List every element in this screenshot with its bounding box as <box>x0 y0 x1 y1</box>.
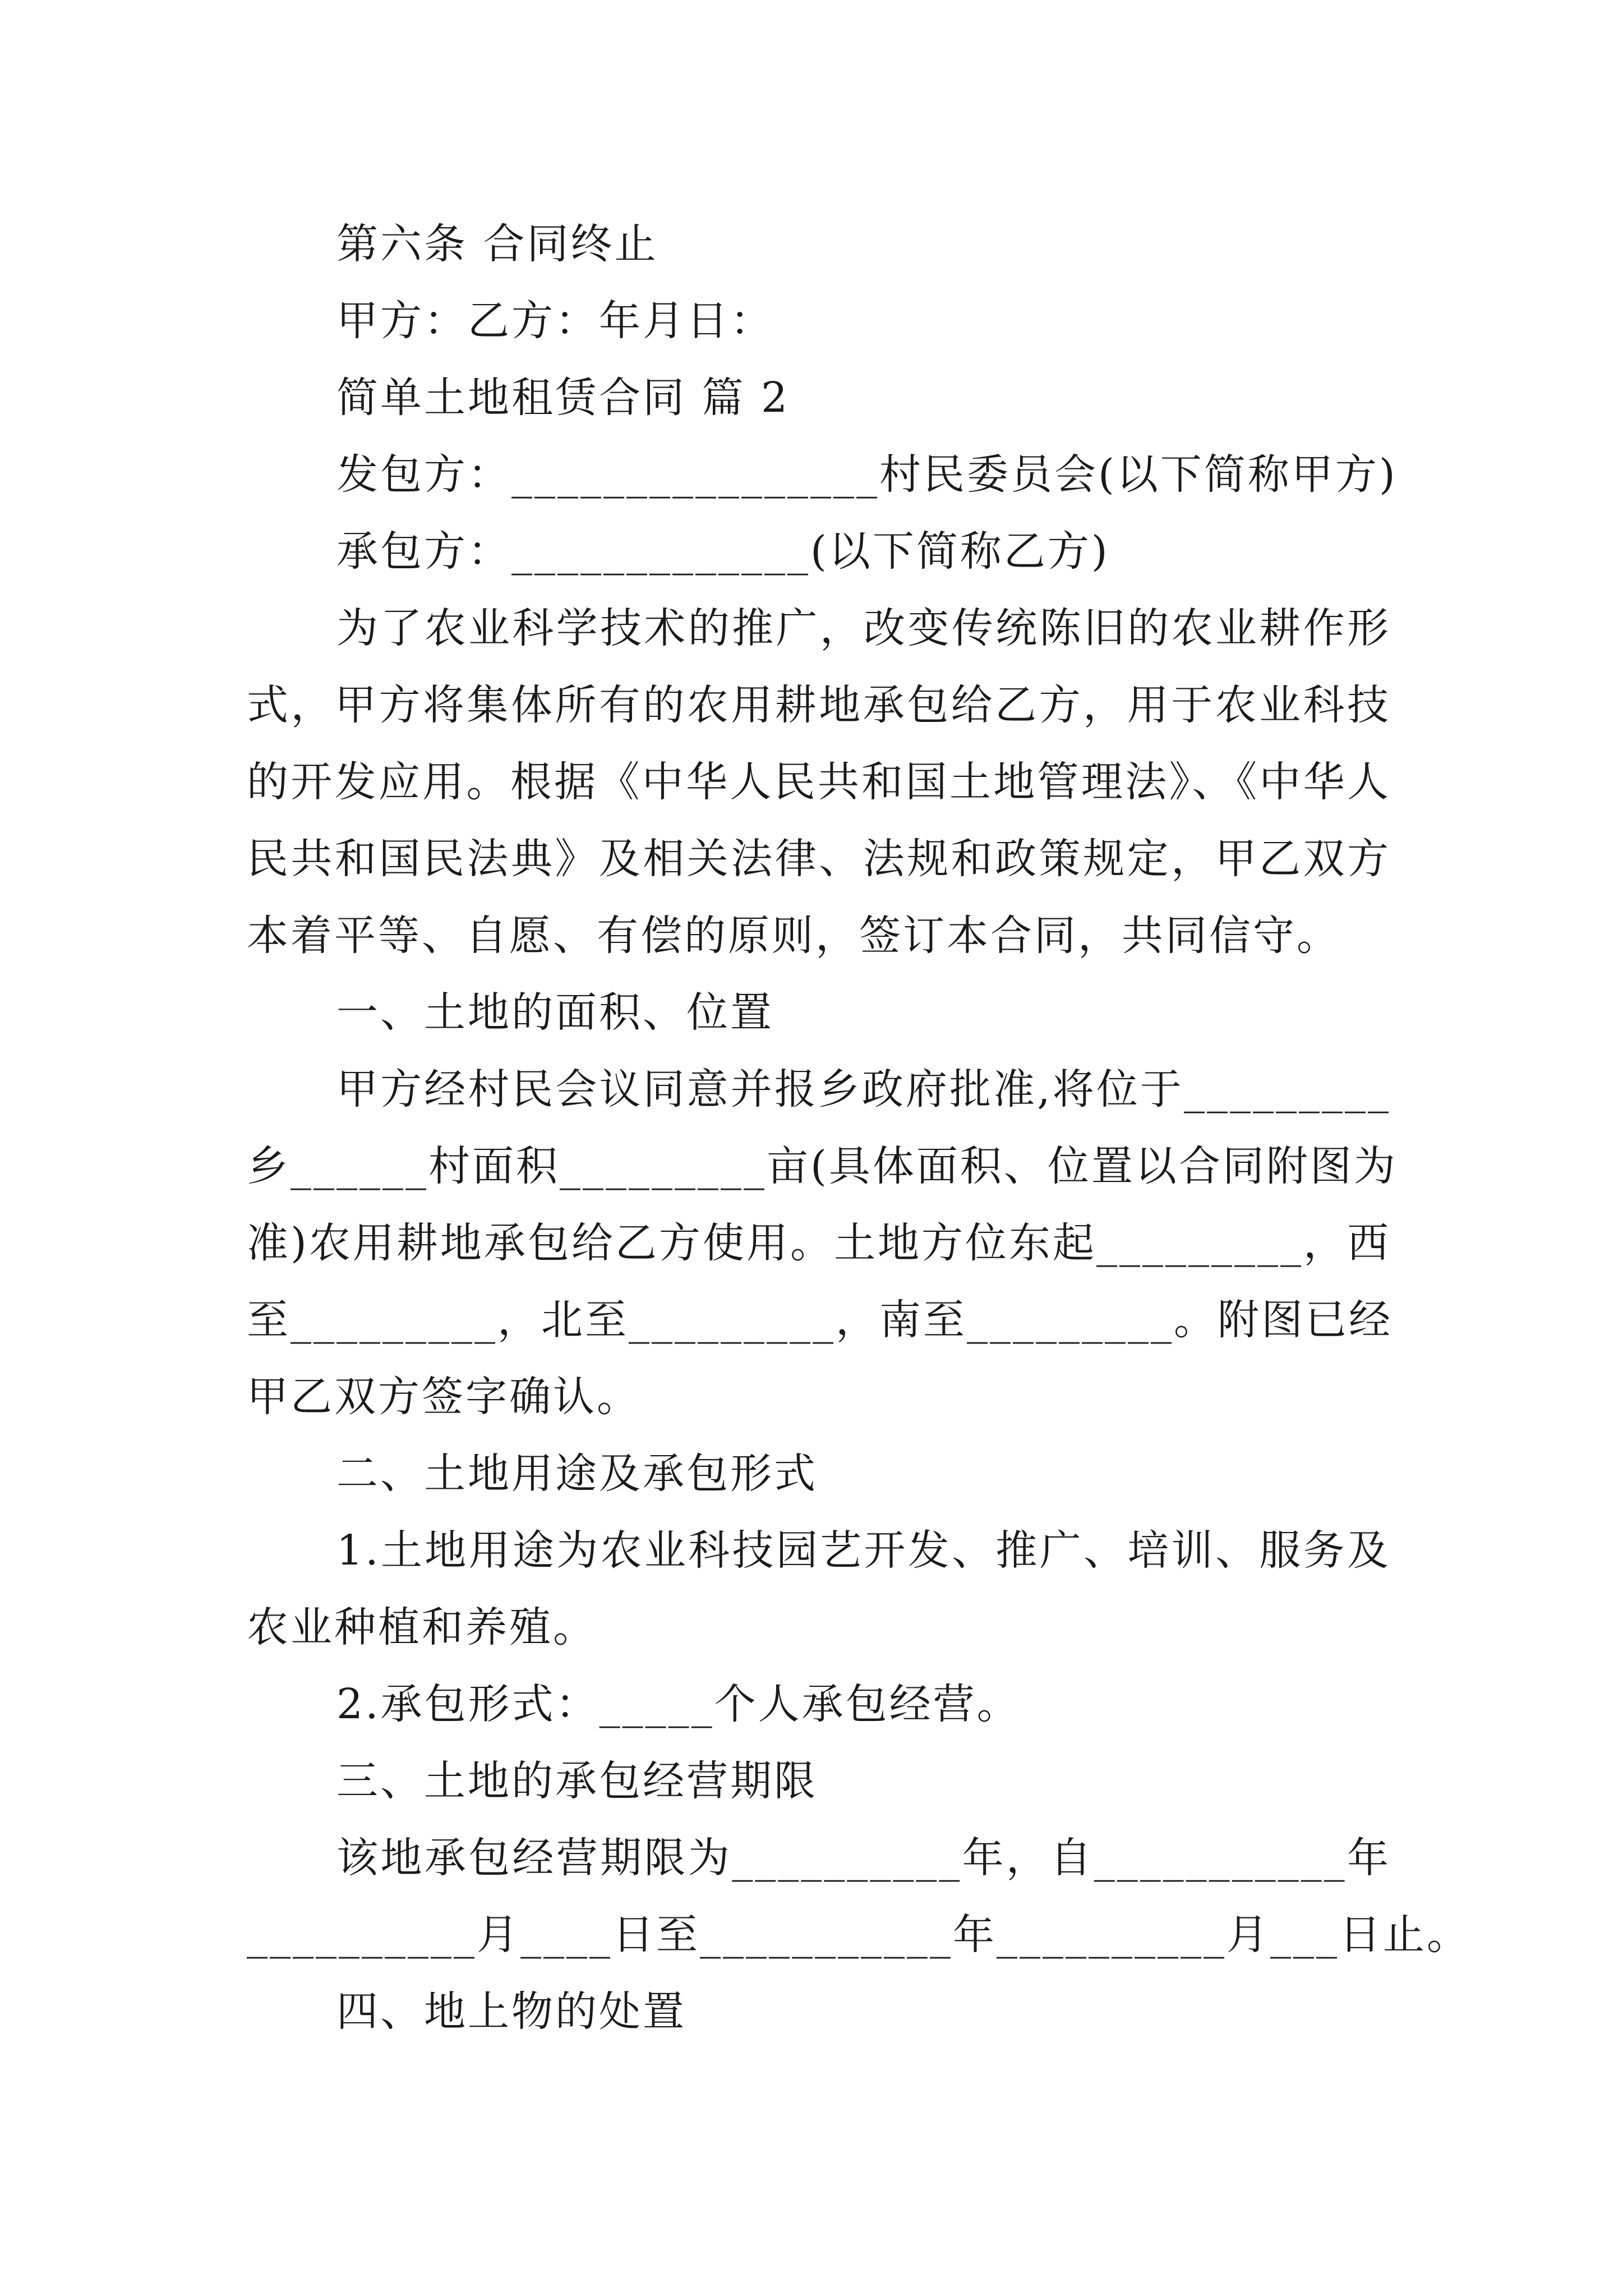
preamble-line-1: 为了农业科学技术的推广，改变传统陈旧的农业耕作形 <box>336 604 1391 652</box>
preamble-line-4: 民共和国民法典》及相关法律、法规和政策规定，甲乙双方 <box>247 835 1391 883</box>
contract-title-part2: 简单土地租赁合同 篇 2 <box>336 374 790 422</box>
article-6-heading: 第六条 合同终止 <box>336 220 658 268</box>
section-3-line-2: __________月____日至___________年__________月___日止。 <box>247 1911 1470 1959</box>
section-3-line-1: 该地承包经营期限为__________年，自___________年 <box>336 1834 1391 1882</box>
section-1-heading: 一、土地的面积、位置 <box>336 988 774 1037</box>
section-1-line-5: 甲乙双方签字确认。 <box>247 1373 640 1421</box>
section-3-heading: 三、土地的承包经营期限 <box>336 1757 818 1805</box>
contractor-party-a: 发包方：________________村民委员会(以下简称甲方) <box>336 450 1398 499</box>
preamble-line-2: 式，甲方将集体所有的农用耕地承包给乙方，用于农业科技 <box>247 681 1391 729</box>
section-1-line-4: 至_________，北至_________，南至_________。附图已经 <box>247 1296 1393 1344</box>
section-2-heading: 二、土地用途及承包形式 <box>336 1450 818 1498</box>
section-2-item-1-line-2: 农业种植和养殖。 <box>247 1603 597 1651</box>
contractor-party-b: 承包方：_____________(以下简称乙方) <box>336 527 1110 576</box>
section-1-line-3: 准)农用耕地承包给乙方使用。土地方位东起_________，西 <box>247 1219 1391 1267</box>
preamble-line-3: 的开发应用。根据《中华人民共和国土地管理法》、《中华人 <box>247 758 1391 806</box>
signature-line: 甲方：乙方：年月日： <box>336 297 774 345</box>
preamble-line-5: 本着平等、自愿、有偿的原则，签订本合同，共同信守。 <box>247 912 1340 960</box>
section-4-heading: 四、地上物的处置 <box>336 1987 686 2036</box>
section-2-item-2: 2.承包形式：_____个人承包经营。 <box>336 1680 1021 1728</box>
section-2-item-1-line-1: 1.土地用途为农业科技园艺开发、推广、培训、服务及 <box>336 1526 1391 1575</box>
section-1-line-2: 乡______村面积_________亩(具体面积、位置以合同附图为 <box>247 1142 1398 1190</box>
section-1-line-1: 甲方经村民会议同意并报乡政府批准,将位于_________ <box>336 1065 1391 1114</box>
